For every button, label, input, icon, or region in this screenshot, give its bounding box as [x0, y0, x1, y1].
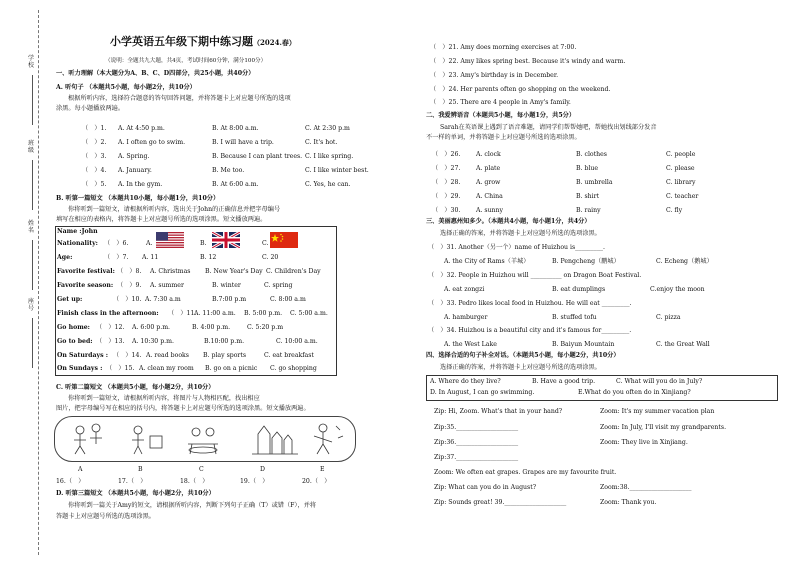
option-a[interactable]: A. plate: [476, 165, 501, 172]
option-a[interactable]: A. read books: [146, 352, 189, 359]
option-c[interactable]: C. pizza: [656, 314, 681, 321]
question-number[interactable]: （ ）13.: [96, 338, 125, 345]
option-c[interactable]: C. I like winter best.: [305, 167, 369, 174]
dialogue-line: Zoom: In July, I'll visit my grandparents.: [600, 424, 727, 431]
option-b[interactable]: B. blue: [576, 165, 599, 172]
option-c[interactable]: C. people: [666, 151, 696, 158]
option-b[interactable]: B.10:00 p.m.: [204, 338, 245, 345]
option-a[interactable]: A. In the gym.: [118, 181, 163, 188]
option-c[interactable]: C. library: [666, 179, 696, 186]
picture-b-shopping-icon: [132, 426, 162, 454]
option-a[interactable]: A. eat zongzi: [444, 286, 485, 293]
picture-letter: E: [320, 466, 325, 473]
dialogue-blank[interactable]: Zip:37.____________________: [434, 454, 519, 461]
option-a[interactable]: A. China: [476, 193, 503, 200]
part3-heading: 三、美丽惠州知多少。（本题共4小题，每小题1分，共4分）: [426, 218, 591, 225]
option-b[interactable]: B. Me too.: [212, 167, 245, 174]
option-c[interactable]: C. Children's Day: [266, 268, 321, 275]
dialogue-line: Zip: What can you do in August?: [434, 484, 537, 491]
section-a-instruction-2: 涂黑。每小题播放两遍。: [56, 105, 125, 112]
true-false-question[interactable]: （ ）23. Amy's birthday is in December.: [430, 72, 559, 79]
option-c[interactable]: C. Echeng（鹅城）: [656, 258, 713, 265]
section-c-instruction: 你将听到一篇短文，请根据所听内容，将图片与人物相匹配，找出相应: [68, 395, 260, 402]
option-c[interactable]: C. 5:00 a.m.: [290, 310, 328, 317]
picture-a-people-icon: [74, 424, 102, 454]
option-c[interactable]: C. teacher: [666, 193, 699, 200]
class-field[interactable]: [32, 160, 33, 210]
option-b[interactable]: B. winter: [212, 282, 241, 289]
option-d[interactable]: D. In August, I can go swimming.: [430, 389, 535, 396]
question-number[interactable]: （ ）6.: [104, 240, 129, 247]
option-b[interactable]: B. At 8:00 a.m.: [212, 125, 259, 132]
question-text[interactable]: （ ）33. Pedro likes local food in Huizhou. He will eat _________.: [428, 300, 632, 307]
question-number[interactable]: （ ）7.: [104, 254, 129, 261]
section-a-heading: A. 听句子 （本题共5小题，每小题2分，共10分）: [56, 84, 196, 91]
part2-instruction-2: 不一样的单词，并将答题卡上对应题号所选的选项涂黑。: [426, 134, 581, 141]
option-b[interactable]: B. stuffed tofu: [552, 314, 597, 321]
option-c[interactable]: C.: [262, 240, 269, 247]
option-c[interactable]: C. At 2:30 p.m: [305, 125, 350, 132]
answer-blank[interactable]: 17.（ ）: [118, 478, 147, 485]
row-label: On Sundays :: [57, 365, 103, 372]
title-text: 小学英语五年级下期中练习题: [110, 35, 253, 48]
option-a[interactable]: A. Christmas: [150, 268, 191, 275]
option-a[interactable]: A. 11: [142, 254, 159, 261]
exam-note: （说明：全题共九大题，共4页，考试时间60分钟，满分100分）: [105, 58, 267, 64]
picture-c-picnic-icon: [188, 428, 218, 454]
answer-blank[interactable]: 20.（ ）: [302, 478, 331, 485]
picture-d-castle-icon: [252, 426, 298, 454]
john-name-row: Name :John: [57, 228, 98, 235]
question-number[interactable]: （ ）11.: [168, 310, 197, 317]
part4-instruction: 选择正确的答案，并将答题卡上对应题号所选的选项涂黑。: [440, 364, 601, 371]
option-a[interactable]: A. summer: [150, 282, 184, 289]
part2-heading: 二、我爱辨语音（本题共5小题，每小题1分，共5分）: [426, 112, 576, 119]
question-number[interactable]: （ ）12.: [96, 324, 125, 331]
section-d-instruction: 你将听到一篇关于Amy的短文，请根据所听内容，判断下列句子正确（T）或错（F），并将: [68, 502, 317, 509]
option-c[interactable]: C. It's hot.: [305, 139, 338, 146]
option-a[interactable]: A. hamburger: [444, 314, 488, 321]
question-text[interactable]: （ ）31. Another（另一个）name of Huizhou is_________.: [428, 244, 605, 251]
option-c[interactable]: C. eat breakfast: [264, 352, 314, 359]
option-b[interactable]: B.: [200, 240, 207, 247]
picture-e-dancer-icon: [314, 424, 343, 454]
question-number[interactable]: （ ）29.: [432, 193, 461, 200]
question-number[interactable]: （ ）4.: [82, 167, 107, 174]
dialogue-line: Zoom: It's my summer vacation plan: [600, 408, 715, 415]
section-c-instruction-2: 图片，把字母编号写在相应的括号内，将答题卡上对应题号所选的选项涂黑。短文播放两遍。: [56, 405, 310, 412]
binding-strip: [0, 0, 44, 562]
option-a[interactable]: A. 7:30 a.m: [145, 296, 181, 303]
section-b-instruction: 你将听到一篇短文，请根据所听内容，选出关于John的正确信息并把字母编号: [68, 206, 281, 213]
answer-blank[interactable]: 19.（ ）: [240, 478, 269, 485]
option-b[interactable]: B. 4:00 p.m.: [192, 324, 231, 331]
class-label: 班级: [27, 140, 34, 154]
option-b[interactable]: B. 12: [200, 254, 217, 261]
option-a[interactable]: A. January.: [118, 167, 152, 174]
option-c[interactable]: C. the Great Wall: [656, 341, 710, 348]
true-false-question[interactable]: （ ）21. Amy does morning exercises at 7:00.: [430, 44, 577, 51]
question-number[interactable]: （ ）30.: [432, 207, 461, 214]
option-b[interactable]: B. rainy: [576, 207, 601, 214]
option-a[interactable]: A. 10:30 p.m.: [132, 338, 174, 345]
option-e[interactable]: E.What do you often do in Xinjiang?: [578, 389, 691, 396]
part2-instruction: Sarah在英语课上遇到了语音难题，请同学们帮帮她吧，帮她找出划线部分发音: [440, 124, 657, 131]
activity-illustrations: [58, 418, 353, 458]
name-label: 姓名: [27, 220, 34, 234]
row-label: On Saturdays :: [57, 352, 108, 359]
dialogue-blank[interactable]: Zoom:38.____________________: [600, 484, 692, 491]
section-b-instruction-2: 填写在相应的表格内，将答题卡上对应题号所选的选项涂黑。短文播放两遍。: [56, 216, 267, 223]
option-a[interactable]: A. grow: [476, 179, 501, 186]
question-number[interactable]: （ ）9.: [117, 282, 142, 289]
seat-number-field[interactable]: [32, 318, 33, 368]
section-d-instruction-2: 答题卡上对应题号所选的选项涂黑。: [56, 513, 155, 520]
option-c[interactable]: C. 5:20 p.m: [247, 324, 284, 331]
section-b-heading: B. 听第一篇短文 （本题共10小题，每小题1分，共10分）: [56, 195, 220, 202]
option-a[interactable]: A. clean my room: [139, 365, 194, 372]
dialogue-line: Zoom: They live in Xinjiang.: [600, 439, 688, 446]
option-a[interactable]: A. 11:00 a.m.: [194, 310, 236, 317]
question-number[interactable]: （ ）1.: [82, 125, 107, 132]
row-label: Favorite season:: [57, 282, 114, 289]
option-b[interactable]: B. Have a good trip.: [532, 378, 596, 385]
row-label: Age:: [57, 254, 73, 261]
option-a[interactable]: A. the West Lake: [444, 341, 497, 348]
option-c[interactable]: C. I like spring.: [305, 153, 354, 160]
option-b[interactable]: B. I will have a trip.: [212, 139, 274, 146]
dialogue-blank[interactable]: Zip: Sounds great! 39.____________________: [434, 499, 567, 506]
dialogue-blank[interactable]: Zip:36.____________________: [434, 439, 519, 446]
option-c[interactable]: C. Yes, he can.: [305, 181, 351, 188]
section-a-instruction: 根据所听内容，选择符合题意的答句回答问题，并将答题卡上对应题号所选的选项: [68, 95, 291, 102]
option-a[interactable]: A. Spring.: [118, 153, 150, 160]
title-year: （2024.春）: [253, 38, 296, 47]
picture-letter: A: [78, 466, 83, 473]
row-label: Get up:: [57, 296, 83, 303]
seat-number-label: 座号: [27, 298, 34, 312]
option-b[interactable]: B. Baiyun Mountain: [552, 341, 615, 348]
option-c[interactable]: C. What will you do in July?: [616, 378, 703, 385]
option-c[interactable]: C. 20: [262, 254, 279, 261]
question-number[interactable]: （ ）8.: [117, 268, 142, 275]
school-field[interactable]: [32, 75, 33, 125]
row-label: Go to bed:: [57, 338, 93, 345]
part4-heading: 四、选择合适的句子补全对话。（本题共5小题，每小题2分，共10分）: [426, 352, 620, 359]
option-c[interactable]: C. fly: [666, 207, 683, 214]
part3-instruction: 选择正确的答案，并将答题卡上对应题号所选的选项涂黑。: [440, 230, 601, 237]
option-a[interactable]: A. clock: [476, 151, 501, 158]
true-false-question[interactable]: （ ）24. Her parents often go shopping on the weekend.: [430, 86, 611, 93]
option-b[interactable]: B. eat dumplings: [552, 286, 606, 293]
row-label: Nationality:: [57, 240, 98, 247]
name-field[interactable]: [32, 240, 33, 290]
question-number[interactable]: （ ）26.: [432, 151, 461, 158]
question-number[interactable]: （ ）2.: [82, 139, 107, 146]
option-b[interactable]: B. At 6:00 a.m.: [212, 181, 259, 188]
answer-blank[interactable]: 18.（ ）: [180, 478, 209, 485]
picture-letter: C: [199, 466, 204, 473]
question-number[interactable]: （ ）27.: [432, 165, 461, 172]
option-a[interactable]: A.: [146, 240, 153, 247]
option-b[interactable]: B.7:00 p.m: [212, 296, 247, 303]
page-title: [110, 35, 296, 48]
option-b[interactable]: B. Because I can plant trees.: [212, 153, 303, 160]
option-a[interactable]: A. the City of Rams（羊城）: [444, 258, 530, 265]
option-c[interactable]: C. please: [666, 165, 695, 172]
question-number[interactable]: （ ）28.: [432, 179, 461, 186]
question-text[interactable]: （ ）32. People in Huizhou will __________ on Dragon Boat Festival.: [428, 272, 642, 279]
dialogue-line: Zip: Hi, Zoom. What's that in your hand?: [434, 408, 563, 415]
option-b[interactable]: B. 5:00 p.m.: [244, 310, 283, 317]
question-number[interactable]: （ ）5.: [82, 181, 107, 188]
fold-line: [38, 10, 39, 555]
option-c[interactable]: C. 8:00 a.m: [270, 296, 306, 303]
part1-heading: 一、听力理解（本大题分为A、B、C、D四部分，共25小题，共40分）: [56, 70, 255, 77]
true-false-question[interactable]: （ ）22. Amy likes spring best. Because it's windy and warm.: [430, 58, 626, 65]
option-c[interactable]: C.enjoy the moon: [650, 286, 705, 293]
question-number[interactable]: （ ）10.: [113, 296, 142, 303]
option-a[interactable]: A. Where do they live?: [430, 378, 501, 385]
section-c-heading: C. 听第二篇短文 （本题共5小题，每小题2分，共10分）: [56, 384, 215, 391]
section-d-heading: D. 听第三篇短文 （本题共5小题，每小题2分，共10分）: [56, 490, 215, 497]
option-a[interactable]: A. I often go to swim.: [118, 139, 186, 146]
row-label: Go home:: [57, 324, 90, 331]
option-c[interactable]: C. spring: [264, 282, 293, 289]
dialogue-line: Zoom: Thank you.: [600, 499, 657, 506]
option-c[interactable]: C. 10:00 a.m.: [276, 338, 318, 345]
option-b[interactable]: B. Pengcheng（鹏城）: [552, 258, 620, 265]
answer-blank[interactable]: 16.（ ）: [56, 478, 85, 485]
option-a[interactable]: A. At 4:50 p.m.: [118, 125, 165, 132]
dialogue-line: Zoom: We often eat grapes. Grapes are my favourite fruit.: [434, 469, 617, 476]
option-b[interactable]: B. play sports: [203, 352, 247, 359]
picture-letter: B: [138, 466, 143, 473]
option-c[interactable]: C. go shopping: [270, 365, 317, 372]
question-number[interactable]: （ ）15.: [106, 365, 135, 372]
option-b[interactable]: B. go on a picnic: [205, 365, 258, 372]
school-label: 学校: [27, 55, 34, 69]
option-b[interactable]: B. shirt: [576, 193, 600, 200]
question-number[interactable]: （ ）14.: [113, 352, 142, 359]
option-a[interactable]: A. 6:00 p.m.: [132, 324, 171, 331]
option-b[interactable]: B. umbrella: [576, 179, 613, 186]
usa-flag-icon[interactable]: [156, 232, 184, 248]
dialogue-blank[interactable]: Zip:35.____________________: [434, 424, 519, 431]
option-a[interactable]: A. sunny: [476, 207, 504, 214]
question-text[interactable]: （ ）34. Huizhou is a beautiful city and it's famous for_________.: [428, 327, 632, 334]
row-label: Finish class in the afternoon:: [57, 310, 159, 317]
option-b[interactable]: B. clothes: [576, 151, 607, 158]
option-b[interactable]: B. New Year's Day: [205, 268, 263, 275]
question-number[interactable]: （ ）3.: [82, 153, 107, 160]
true-false-question[interactable]: （ ）25. There are 4 people in Amy's family.: [430, 99, 571, 106]
row-label: Favorite festival:: [57, 268, 115, 275]
china-flag-icon[interactable]: [270, 232, 298, 248]
picture-letter: D: [260, 466, 265, 473]
uk-flag-icon[interactable]: [212, 232, 240, 248]
